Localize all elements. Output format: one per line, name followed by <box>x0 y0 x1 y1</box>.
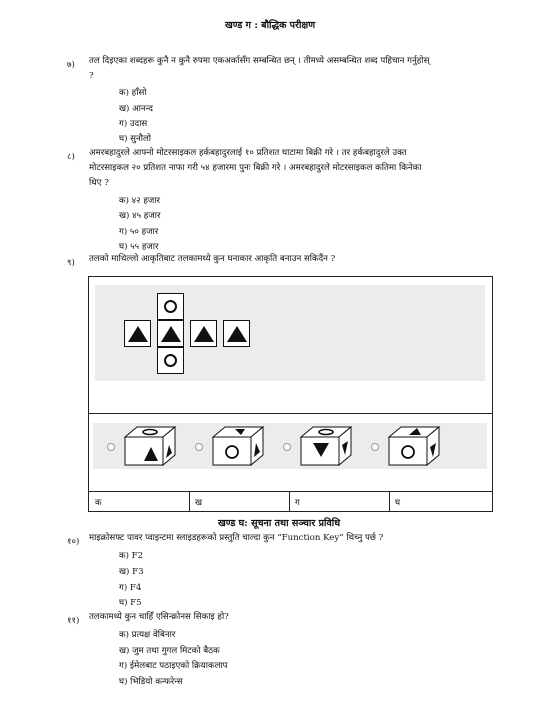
triangle-icon <box>227 326 247 342</box>
divider <box>89 413 492 414</box>
q7-option-gha[interactable]: घ) सुनौलो <box>119 134 152 144</box>
radio-option-ka[interactable] <box>107 443 115 451</box>
question-number-7: ७) <box>67 60 75 70</box>
question-7-line-2: ? <box>89 71 94 81</box>
question-number-11: ११) <box>67 616 80 626</box>
cube-option-ka[interactable] <box>123 425 179 467</box>
section-title-gh: खण्ड घ: सूचना तथा सञ्चार प्रविधि <box>218 518 341 529</box>
net-face-right <box>190 320 217 347</box>
cube-options-panel <box>93 423 487 469</box>
triangle-icon <box>194 326 214 342</box>
label-cell-ga <box>289 492 390 512</box>
q10-option-gha[interactable]: घ) F5 <box>119 598 142 608</box>
q7-option-ga[interactable]: ग) उदास <box>119 119 148 129</box>
triangle-icon <box>161 326 181 342</box>
label-cell-gha <box>389 492 491 512</box>
question-number-9: ९) <box>67 258 75 268</box>
label-kha: ख <box>195 498 203 508</box>
question-number-10: १०) <box>67 537 80 547</box>
question-10-line-1: माइक्रोसफ्ट पावर प्वाइन्टमा स्लाइडहरूको प्रस्तुति चाल्दा कुन “Function Key” थिच्नु पर्छ ? <box>89 533 384 543</box>
cube-option-kha[interactable] <box>211 425 267 467</box>
net-face-back <box>223 320 250 347</box>
cube-option-gha[interactable] <box>387 425 443 467</box>
net-face-top <box>157 293 184 320</box>
net-face-left <box>124 320 151 347</box>
q10-option-ka[interactable]: क) F2 <box>119 551 144 561</box>
q10-option-ga[interactable]: ग) F4 <box>119 583 142 593</box>
q8-option-kha[interactable]: ख) ४५ हजार <box>119 211 161 221</box>
section-title-g: खण्ड ग : बौद्धिक परीक्षण <box>225 20 316 31</box>
cube-net-panel <box>95 285 485 381</box>
question-8-line-3: थिए ? <box>89 178 109 188</box>
net-face-bottom <box>157 347 184 374</box>
radio-option-ga[interactable] <box>283 443 291 451</box>
circle-icon <box>164 300 177 313</box>
circle-icon <box>164 354 177 367</box>
cube-option-ga[interactable] <box>299 425 355 467</box>
question-8-line-2: मोटरसाइकल २० प्रतिशत नाफा गरी ५४ हजारमा पुनः बिक्री गरे । अमरबहादुरले मोटरसाइकल कतिमा किनेका <box>89 163 422 173</box>
label-cell-ka <box>89 492 190 512</box>
label-ga: ग <box>295 498 300 508</box>
radio-option-gha[interactable] <box>371 443 379 451</box>
q11-option-ga[interactable]: ग) ईमेलबाट पठाइएको क्रियाकलाप <box>119 661 228 671</box>
q8-option-ga[interactable]: ग) ५० हजार <box>119 227 159 237</box>
net-face-front <box>157 320 184 347</box>
q8-option-ka[interactable]: क) ४२ हजार <box>119 196 161 206</box>
radio-option-kha[interactable] <box>195 443 203 451</box>
q8-option-gha[interactable]: घ) ५५ हजार <box>119 242 159 252</box>
q11-option-kha[interactable]: ख) जुम तथा गुगल मिटको बैठक <box>119 646 220 656</box>
label-gha: घ <box>395 498 401 508</box>
q10-option-kha[interactable]: ख) F3 <box>119 567 144 577</box>
triangle-icon <box>128 326 148 342</box>
question-8-line-1: अमरबहादुरले आफ्नो मोटरसाइकल हर्कबहादुरलाई १० प्रतिशत घाटामा बिक्री गरे । तर हर्कबहादुरले उक्त <box>89 148 407 158</box>
label-ka: क <box>95 498 102 508</box>
question-7-line-1: तल दिइएका शब्दहरू कुनै न कुनै रुपमा एकअर्कासँग सम्बन्धित छन् । तीमध्ये असम्बन्धित शब्द पहिचान गर्नुहोस् <box>89 56 430 66</box>
label-cell-kha <box>189 492 290 512</box>
question-11-line-1: तलकामध्ये कुन चाहिँ एसिन्क्रोनस सिकाइ हो? <box>89 612 229 622</box>
question-9-line-1: तलको माथिल्लो आकृतिबाट तलकामध्ये कुन घनाकार आकृति बनाउन सकिदैंन ? <box>89 254 336 264</box>
q11-option-ka[interactable]: क) प्रत्यक्ष वेबिनार <box>119 630 176 640</box>
option-label-row <box>89 491 492 512</box>
question-number-8: ८) <box>67 152 75 162</box>
q11-option-gha[interactable]: घ) भिडियो कन्फरेन्स <box>119 677 183 687</box>
q7-option-kha[interactable]: ख) आनन्द <box>119 104 153 114</box>
q7-option-ka[interactable]: क) हाँसो <box>119 88 147 98</box>
q9-figure-box <box>88 276 493 512</box>
